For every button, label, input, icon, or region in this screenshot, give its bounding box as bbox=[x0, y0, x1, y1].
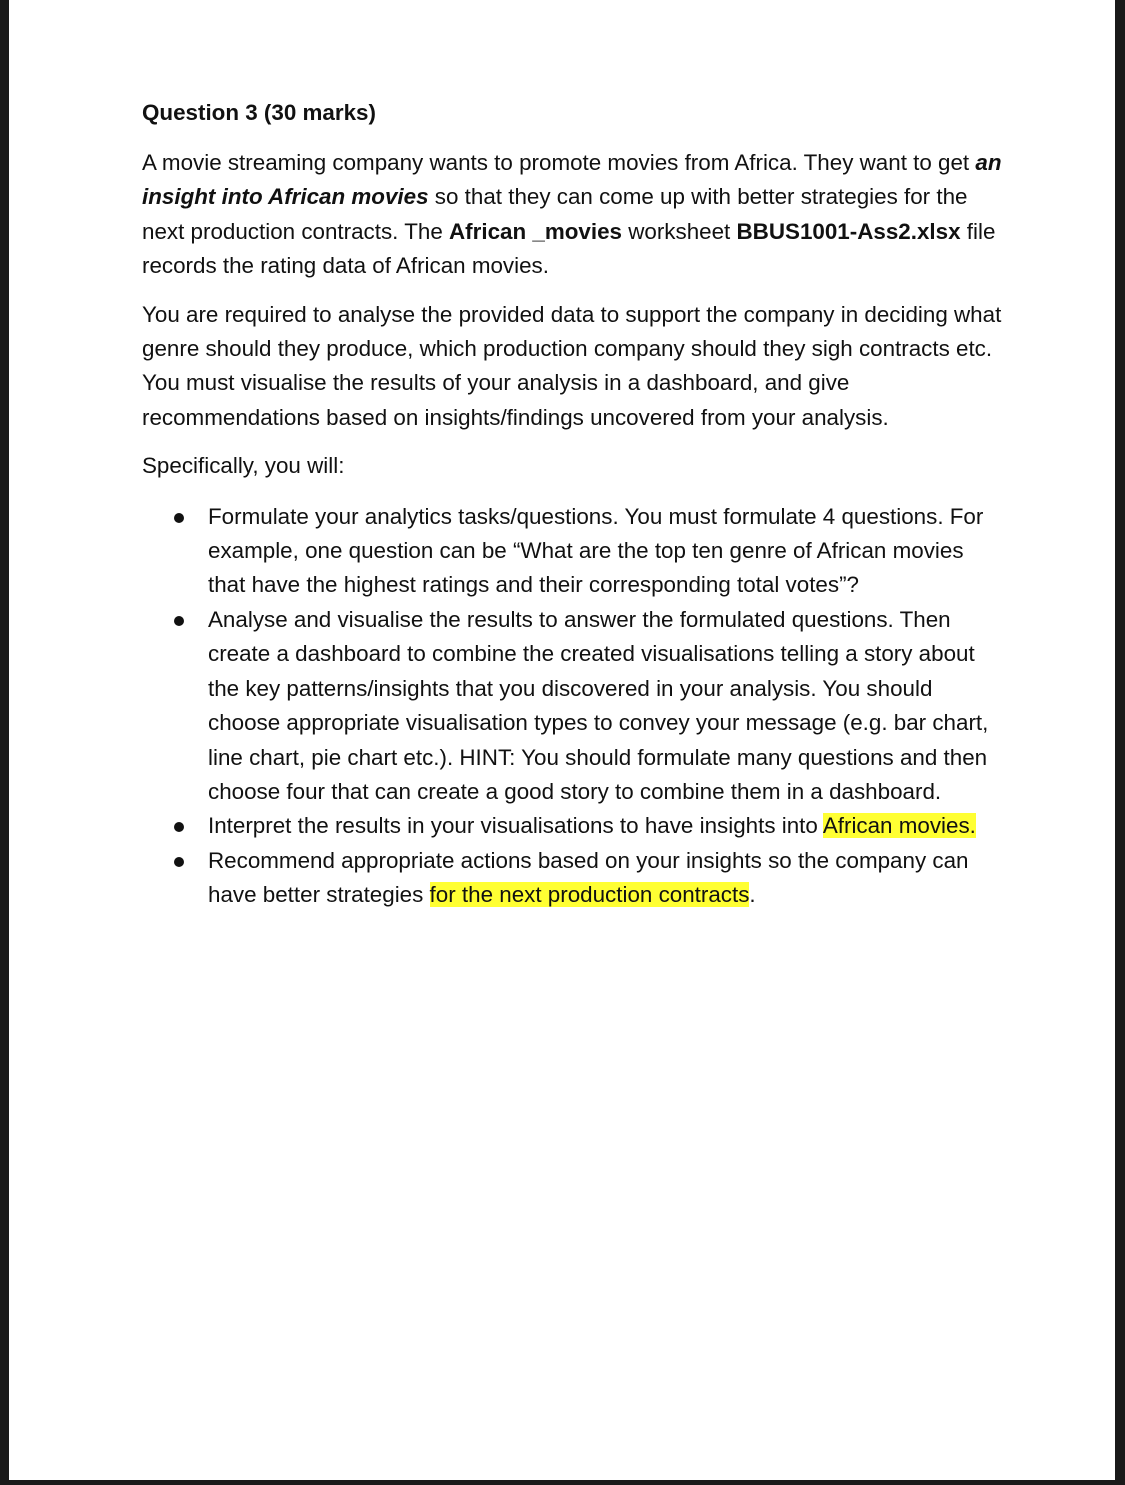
bullet-icon bbox=[174, 513, 184, 523]
list-item bbox=[142, 603, 1002, 809]
document-content bbox=[142, 96, 1002, 913]
intro-text-3: worksheet bbox=[622, 218, 737, 244]
intro-text-1: A movie streaming company wants to promote movies from Africa. They want to get bbox=[142, 150, 976, 175]
highlighted-text: African movies. bbox=[822, 813, 976, 839]
document-page bbox=[9, 0, 1115, 1480]
worksheet-name: African _movies bbox=[449, 218, 622, 244]
task-recommend-end: . bbox=[749, 882, 756, 908]
list-item bbox=[142, 809, 1002, 843]
bullet-icon bbox=[174, 822, 184, 832]
specifically-paragraph: Specifically, you will: bbox=[142, 453, 345, 479]
task-analyse: Analyse and visualise the results to answer the formulated questions. Then create a dashboard to combine the created visualisations telling a story about the key patterns/insights that you discovered in your analysis. You should choose appropriate visualisation types to convey your message (e.g. bar chart, line chart, pie chart etc.). HINT: You should formulate many questions and then choose four that can create a good story to combine them in a dashboard. bbox=[208, 606, 989, 804]
task-interpret: Interpret the results in your visualisations to have insights into bbox=[208, 813, 823, 839]
list-item bbox=[142, 500, 1002, 603]
task-recommend: Recommend appropriate actions based on your insights so the company can have better strategies bbox=[208, 847, 969, 908]
task-formulate: Formulate your analytics tasks/questions. You must formulate 4 questions. For example, one question can be “What are the top ten genre of African movies that have the highest ratings and their corresponding total votes”? bbox=[208, 503, 984, 598]
question-heading: Question 3 (30 marks) bbox=[142, 100, 376, 125]
intro-paragraph bbox=[142, 146, 1002, 284]
task-list bbox=[142, 500, 1002, 913]
intro-text-4: file records the rating data of African movies. bbox=[142, 218, 996, 279]
intro-text-2: so that they can come up with better strategies for the next production contracts. The bbox=[142, 184, 968, 244]
intro-emphasis: an insight into African movies bbox=[142, 150, 1002, 210]
bullet-icon bbox=[174, 616, 184, 626]
list-item bbox=[142, 844, 1002, 913]
requirements-paragraph: You are required to analyse the provided data to support the company in deciding what genre should they produce, which production company should they sigh contracts etc. You must visualise the results of your analysis in a dashboard, and give recommendations based on insights/findings uncovered from your analysis. bbox=[142, 301, 1002, 430]
highlighted-text: for the next production contracts bbox=[429, 882, 750, 908]
file-name: BBUS1001-Ass2.xlsx bbox=[736, 218, 961, 244]
bullet-icon bbox=[174, 857, 184, 867]
